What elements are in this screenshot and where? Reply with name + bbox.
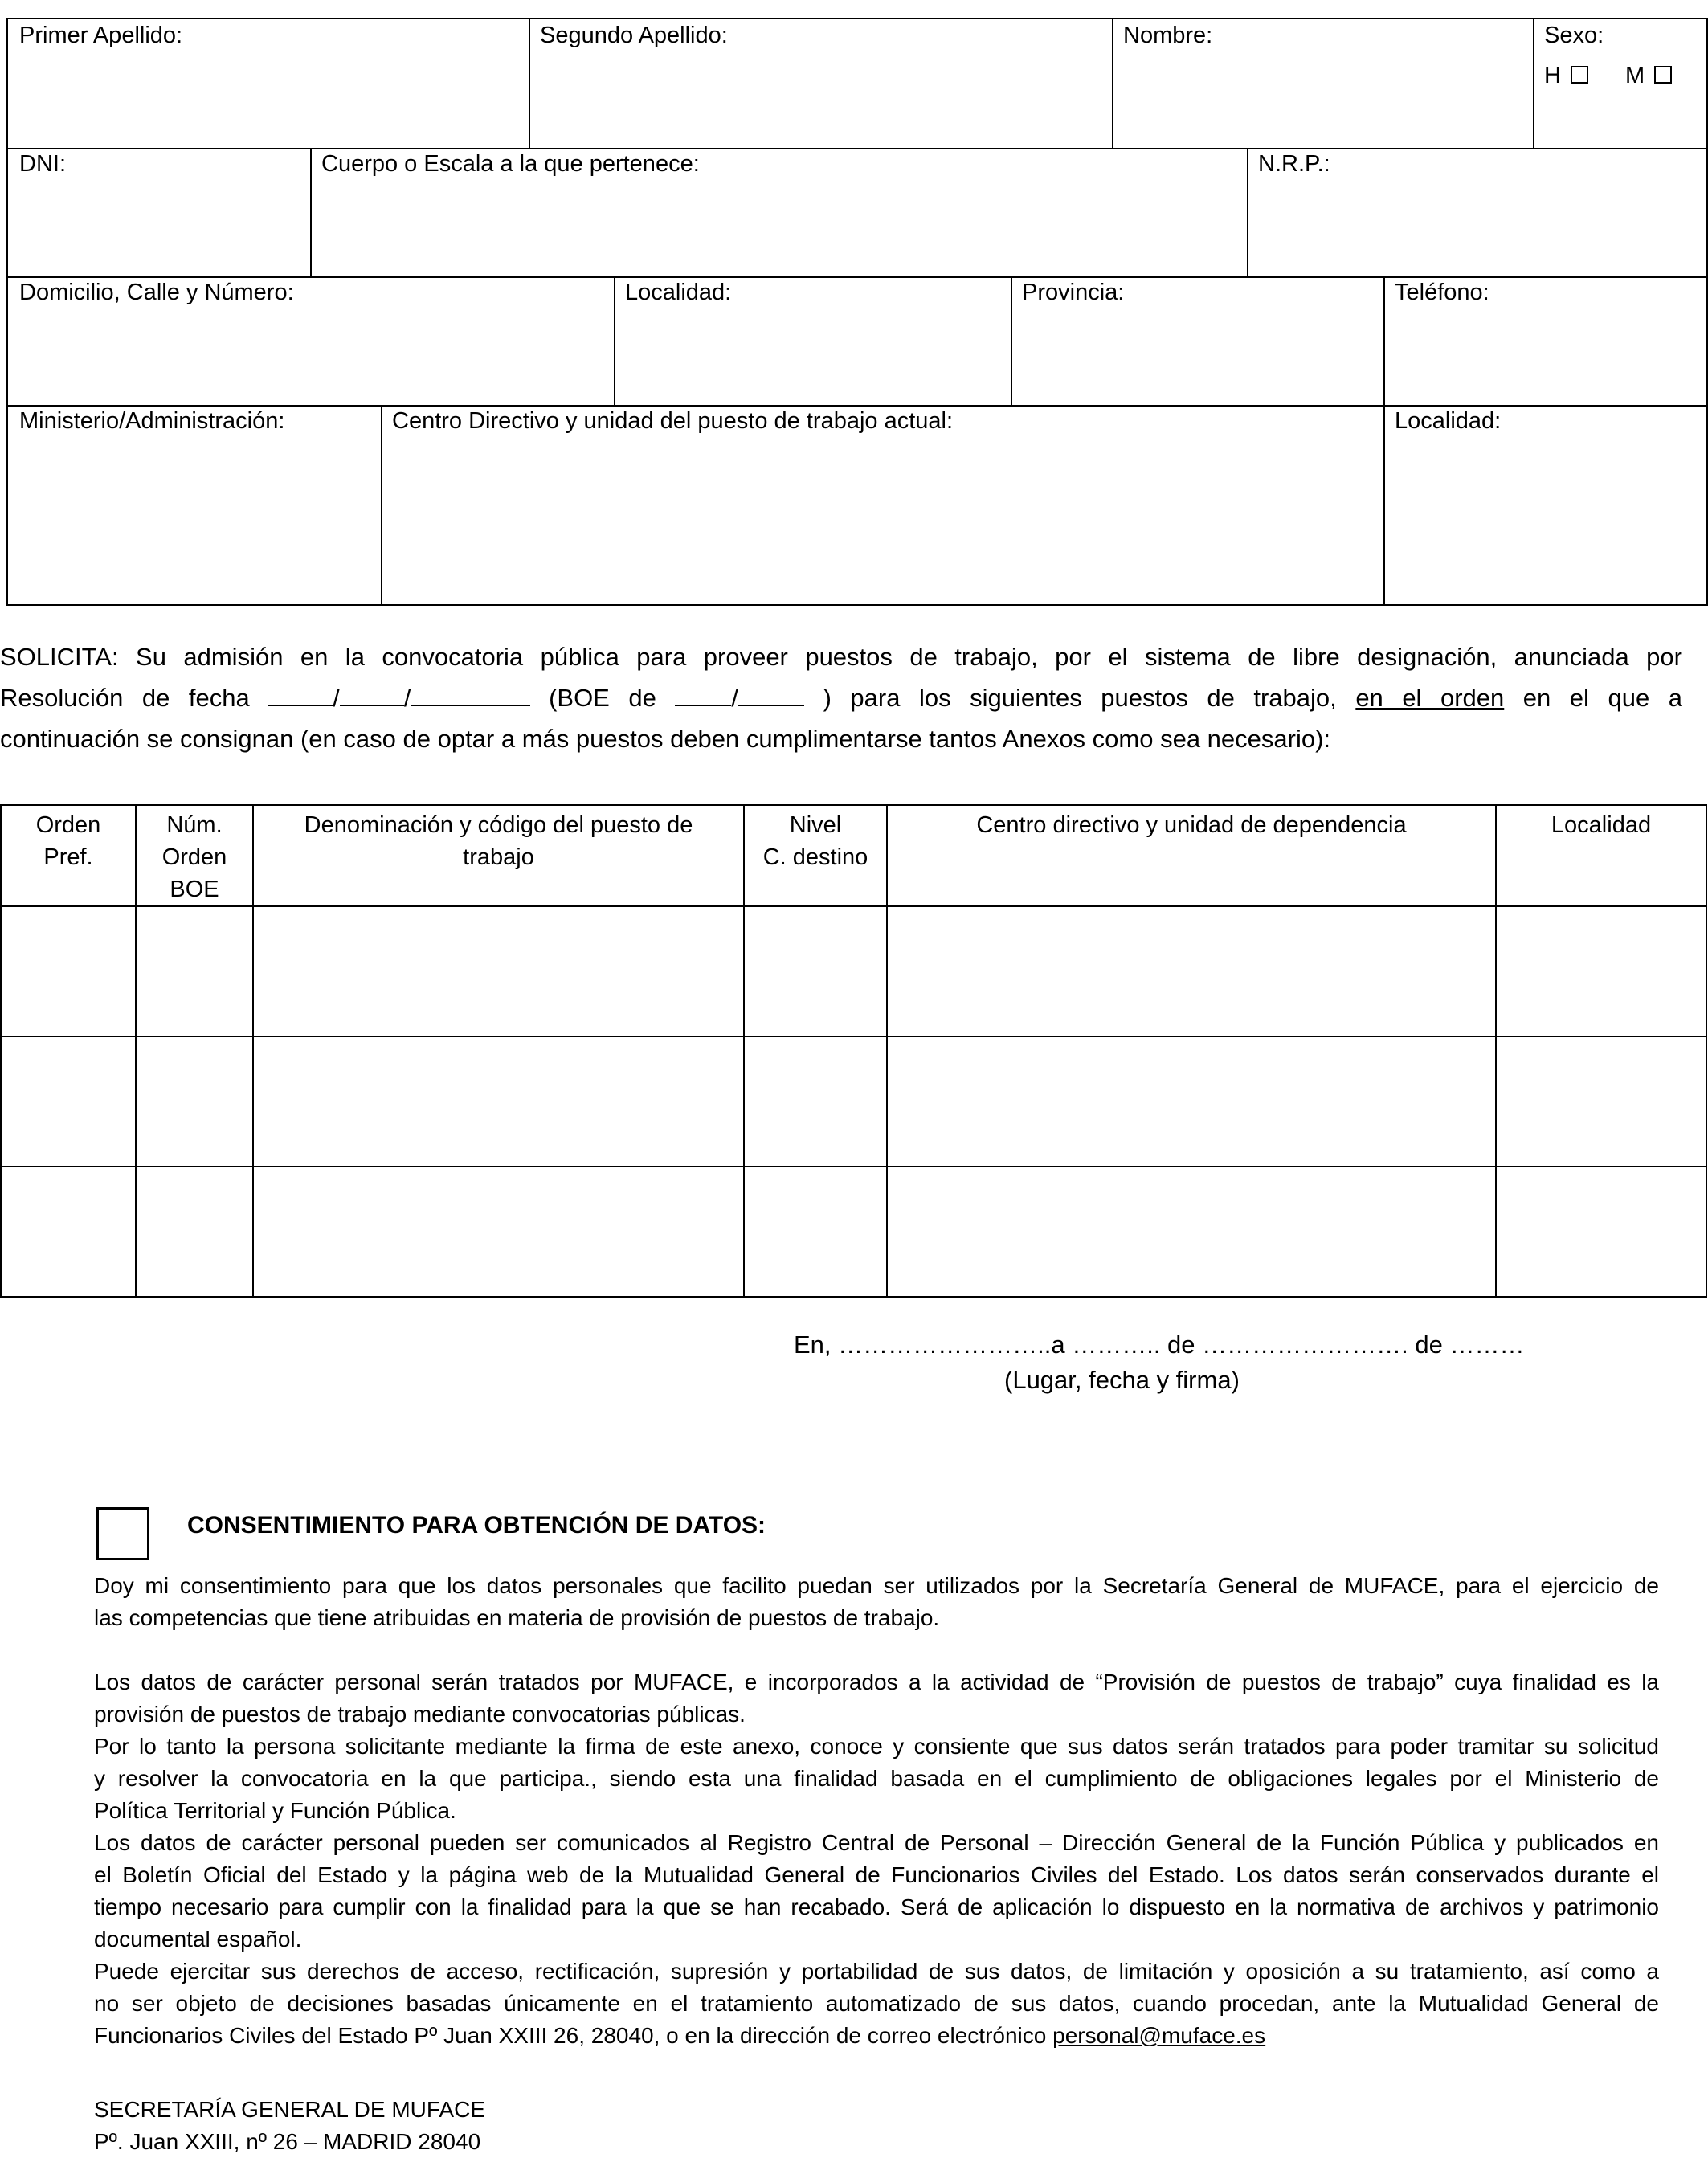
field-nrp[interactable] xyxy=(1247,148,1706,278)
field-cuerpo[interactable] xyxy=(310,148,1248,278)
table-cell[interactable] xyxy=(744,1167,887,1297)
footer-org: SECRETARÍA GENERAL DE MUFACE xyxy=(94,2097,485,2122)
table-cell[interactable] xyxy=(136,906,253,1036)
label-sexo-h: H xyxy=(1544,63,1561,88)
header-num-l3: BOE xyxy=(170,877,219,902)
solicita-puestos-text: ) para los siguientes puestos de trabajo, xyxy=(823,684,1337,712)
footer-address: Pº. Juan XXIII, nº 26 – MADRID 28040 xyxy=(94,2129,481,2154)
solicita-en-el-orden: en el orden xyxy=(1355,684,1505,712)
boe-day-blank[interactable] xyxy=(675,682,731,706)
consent-p2-line-7: el Boletín Oficial del Estado y la página web de la Mutualidad General de Funcionarios Civiles del Estado. Los datos serán conservados durante el xyxy=(94,1862,1659,1887)
table-cell[interactable] xyxy=(887,1036,1496,1167)
table-cell[interactable] xyxy=(1496,1036,1706,1167)
solicita-en-el-que-a: en el que a xyxy=(1522,684,1682,712)
header-orden-pref xyxy=(1,805,136,906)
boe-month-blank[interactable] xyxy=(738,682,804,706)
signature-caption: (Lugar, fecha y firma) xyxy=(1004,1366,1240,1394)
field-telefono[interactable] xyxy=(1383,276,1706,407)
consent-p2-line-10: Puede ejercitar sus derechos de acceso, rectificación, supresión y portabilidad de sus datos, de limitación y oposición a su tratamiento, así como a xyxy=(94,1959,1659,1984)
consent-p2-line-9: documental español. xyxy=(94,1927,302,1952)
consent-checkbox[interactable] xyxy=(96,1507,149,1560)
sexo-options xyxy=(1544,63,1672,89)
consent-p2-line-5: Política Territorial y Función Pública. xyxy=(94,1798,456,1823)
field-provincia[interactable] xyxy=(1011,276,1385,407)
header-nivel-l1: Nivel xyxy=(789,812,842,838)
consent-p2-line-11: no ser objeto de decisiones basadas únicamente en el tratamiento automatizado de sus datos, cuando procedan, ante la Mutualidad General de xyxy=(94,1991,1659,2016)
header-orden-pref-l2: Pref. xyxy=(43,844,93,870)
table-cell[interactable] xyxy=(1,906,136,1036)
solicita-line-1: SOLICITA: Su admisión en la convocatoria pública para proveer puestos de trabajo, por el sistema de libre designación, anunciada por xyxy=(0,643,1682,671)
solicita-resolucion-label: Resolución de fecha xyxy=(0,684,250,712)
header-denominacion xyxy=(253,805,744,906)
field-localidad[interactable] xyxy=(614,276,1012,407)
solicita-line-2: Resolución de fecha / / (BOE de / ) para los siguientes puestos de trabajo, en el orden en el que a xyxy=(0,684,1682,712)
personal-data-grid xyxy=(6,18,1708,606)
table-cell[interactable] xyxy=(253,906,744,1036)
consent-p2-line-12 xyxy=(94,2020,1659,2052)
header-orden-pref-l1: Orden xyxy=(35,812,101,838)
fecha-month-blank[interactable] xyxy=(340,682,404,706)
email-link[interactable]: personal@muface.es xyxy=(1052,2023,1266,2048)
table-cell[interactable] xyxy=(744,1036,887,1167)
label-domicilio: Domicilio, Calle y Número: xyxy=(19,280,294,305)
signature-line[interactable]: En, ……………………..a ……….. de ……………………. de ……… xyxy=(794,1330,1525,1359)
field-dni[interactable] xyxy=(8,148,312,278)
header-num-orden-boe xyxy=(136,805,253,906)
table-cell[interactable] xyxy=(887,906,1496,1036)
consent-spacer xyxy=(94,1634,1659,1666)
header-denom-l1: Denominación y código del puesto de xyxy=(304,812,693,838)
fecha-day-blank[interactable] xyxy=(268,682,333,706)
label-dni: DNI: xyxy=(19,151,66,177)
table-row xyxy=(1,1167,1706,1297)
label-provincia: Provincia: xyxy=(1022,280,1125,305)
consent-p2-line-2: provisión de puestos de trabajo mediante convocatorias públicas. xyxy=(94,1702,746,1727)
label-telefono: Teléfono: xyxy=(1395,280,1489,305)
solicita-boe-label: (BOE de xyxy=(549,684,656,712)
solicita-line-3: continuación se consignan (en caso de optar a más puestos deben cumplimentarse tantos Anexos como sea necesario): xyxy=(0,725,1331,753)
table-cell[interactable] xyxy=(1496,1167,1706,1297)
header-nivel xyxy=(744,805,887,906)
consent-p2-line-6: Los datos de carácter personal pueden ser comunicados al Registro Central de Personal – Dirección General de la Función Pública y publicados en xyxy=(94,1830,1659,1855)
table-cell[interactable] xyxy=(136,1036,253,1167)
consent-p2-line-3: Por lo tanto la persona solicitante mediante la firma de este anexo, conoce y consiente que sus datos serán tratados para poder tramitar su solicitud xyxy=(94,1734,1659,1759)
field-domicilio[interactable] xyxy=(8,276,615,407)
label-localidad-actual: Localidad: xyxy=(1395,408,1502,434)
consent-title: CONSENTIMIENTO PARA OBTENCIÓN DE DATOS: xyxy=(187,1512,766,1539)
table-cell[interactable] xyxy=(1,1167,136,1297)
table-cell[interactable] xyxy=(136,1167,253,1297)
label-cuerpo: Cuerpo o Escala a la que pertenece: xyxy=(321,151,700,177)
checkbox-sexo-h[interactable] xyxy=(1571,66,1588,84)
header-num-l2: Orden xyxy=(161,844,227,870)
table-cell[interactable] xyxy=(253,1167,744,1297)
field-ministerio[interactable] xyxy=(8,405,382,604)
header-denom-l2: trabajo xyxy=(463,844,534,870)
field-localidad-actual[interactable] xyxy=(1383,405,1706,604)
consent-p1-line-1: Doy mi consentimiento para que los datos personales que facilito puedan ser utilizados por la Secretaría General de MUFACE, para el ejercicio de xyxy=(94,1573,1659,1598)
consent-p1-line-2: las competencias que tiene atribuidas en materia de provisión de puestos de trabajo. xyxy=(94,1605,940,1630)
consent-contact-text: Funcionarios Civiles del Estado Pº Juan XXIII 26, 28040, o en la dirección de correo electrónico xyxy=(94,2023,1047,2048)
table-row xyxy=(1,1036,1706,1167)
table-header-row xyxy=(1,805,1706,906)
header-nivel-l2: C. destino xyxy=(762,844,868,870)
label-sexo-m: M xyxy=(1625,63,1645,88)
header-num-l1: Núm. xyxy=(166,812,223,838)
header-centro-directivo: Centro directivo y unidad de dependencia xyxy=(887,805,1496,906)
positions-table xyxy=(0,804,1707,1298)
field-primer-apellido[interactable] xyxy=(8,19,530,149)
consent-p2-line-4: y resolver la convocatoria en la que participa., siendo esta una finalidad basada en el cumplimiento de obligaciones legales por el Ministerio de xyxy=(94,1766,1659,1791)
fecha-year-blank[interactable] xyxy=(411,682,530,706)
field-centro-directivo[interactable] xyxy=(381,405,1385,604)
table-cell[interactable] xyxy=(253,1036,744,1167)
table-row xyxy=(1,906,1706,1036)
consent-body xyxy=(94,1570,1659,2052)
label-primer-apellido: Primer Apellido: xyxy=(19,22,183,48)
solicita-paragraph xyxy=(0,636,1682,759)
table-cell[interactable] xyxy=(1496,906,1706,1036)
label-nombre: Nombre: xyxy=(1123,22,1213,48)
table-cell[interactable] xyxy=(887,1167,1496,1297)
label-centro-directivo: Centro Directivo y unidad del puesto de trabajo actual: xyxy=(392,408,954,434)
field-sexo xyxy=(1533,19,1706,149)
table-cell[interactable] xyxy=(744,906,887,1036)
consent-p2-line-1: Los datos de carácter personal serán tratados por MUFACE, e incorporados a la actividad de “Provisión de puestos de trabajo” cuya finalidad es la xyxy=(94,1670,1659,1694)
consent-p2-line-8: tiempo necesario para cumplir con la finalidad para la que se han recabado. Será de aplicación lo dispuesto en la normativa de archivos y patrimonio xyxy=(94,1894,1659,1919)
label-localidad: Localidad: xyxy=(625,280,732,305)
label-segundo-apellido: Segundo Apellido: xyxy=(540,22,728,48)
checkbox-sexo-m[interactable] xyxy=(1654,66,1672,84)
label-nrp: N.R.P.: xyxy=(1258,151,1330,177)
field-nombre[interactable] xyxy=(1112,19,1534,149)
header-localidad: Localidad xyxy=(1496,805,1706,906)
label-sexo: Sexo: xyxy=(1544,22,1604,48)
field-segundo-apellido[interactable] xyxy=(529,19,1113,149)
label-ministerio: Ministerio/Administración: xyxy=(19,408,285,434)
table-cell[interactable] xyxy=(1,1036,136,1167)
